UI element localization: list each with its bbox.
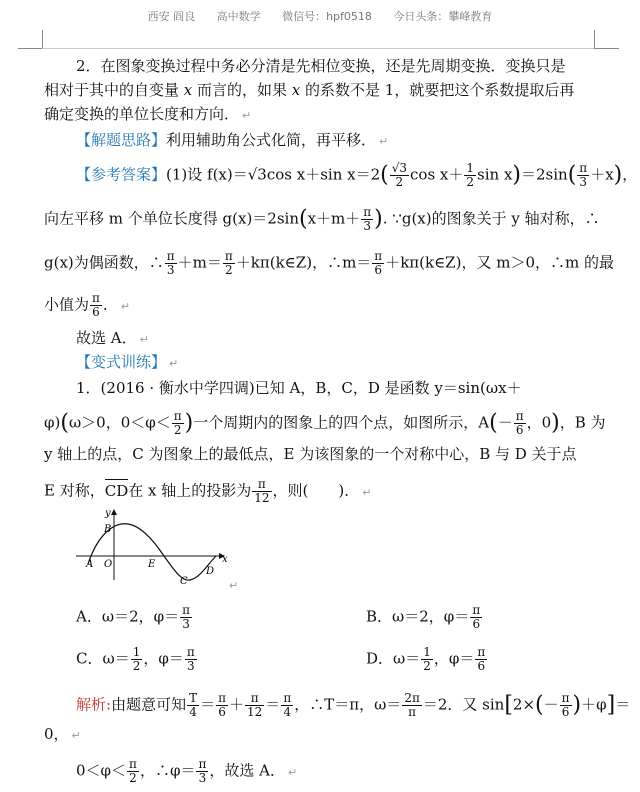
header-toutiao: 今日头条：攀峰教育 xyxy=(393,10,493,23)
margin-corner-right xyxy=(594,30,619,49)
solution-line2: 0， ↵ xyxy=(44,725,81,743)
approach-line: 【解题思路】利用辅助角公式化简，再平移． ↵ xyxy=(76,131,389,149)
para2-line2: 相对于其中的自变量 x 而言的，如果 x 的系数不是 1，就要把这个系数提取后再 xyxy=(44,81,575,99)
variant-q-line4: E 对称， CD在 x 轴上的投影为 $\frac{\pi}{12}$ ，则( )． ↵ xyxy=(44,477,372,505)
graph-label-e: E xyxy=(148,559,156,570)
solution-line1: 解析:由题意可知 $\frac{T}{4}$ ＝ $\frac{\pi}{6}$ ＋ $\frac{\pi}{12}$ ＝ $\frac{\pi}{4}$ ，∴T＝π，ω＝ $\frac{2\pi}{\pi}$ ＝2．又 sin[2×(－ $\frac{\pi}{6}$ )＋φ]＝ xyxy=(76,691,631,719)
option-b[interactable]: B．ω＝2，φ＝ $\frac{\pi}{6}$ xyxy=(366,603,481,631)
answer-line1: 【参考答案】(1)设 f(x)＝√3cos x＋sin x＝2( $\frac{√3}{2}$ cos x＋ $\frac{1}{2}$ sin x)＝2sin( $\frac{\pi}{3}$ ＋x)， xyxy=(76,161,638,189)
answer-tag: 【参考答案】 xyxy=(76,165,167,184)
approach-tag: 【解题思路】 xyxy=(76,131,167,149)
graph-label-d: D xyxy=(206,566,215,577)
margin-corner-left xyxy=(18,30,43,49)
variant-q-line2: φ)(ω＞0，0＜φ＜ $\frac{\pi}{2}$ )一个周期内的图象上的四个点，如图所示，A(－ $\frac{\pi}{6}$ ，0)，B 为 xyxy=(44,409,606,437)
solution-line3: 0＜φ＜ $\frac{\pi}{2}$ ，∴φ＝ $\frac{\pi}{3}$ ，故选 A． ↵ xyxy=(76,757,298,785)
header-author: 西安 阎良 xyxy=(147,10,196,23)
header-wechat: 微信号：hpf0518 xyxy=(282,10,372,23)
vector-cd: CD xyxy=(104,481,129,500)
page-header xyxy=(0,8,640,24)
solution-tag: 解析: xyxy=(76,695,112,714)
graph-label-o: O xyxy=(104,559,113,570)
answer-line4: 小值为 $\frac{\pi}{6}$ ． ↵ xyxy=(44,291,131,319)
option-a[interactable]: A．ω＝2，φ＝ $\frac{\pi}{3}$ xyxy=(76,603,191,631)
graph-return-mark: ↵ xyxy=(229,579,239,592)
option-c[interactable]: C．ω＝ $\frac{1}{2}$ ，φ＝ $\frac{\pi}{3}$ xyxy=(76,645,195,673)
graph-label-x: x xyxy=(222,554,228,565)
answer-line3: g(x)为偶函数，∴ $\frac{\pi}{3}$ ＋m＝ $\frac{\pi}{2}$ ＋kπ(k∈Z)，∴m＝ $\frac{\pi}{6}$ ＋kπ(k∈Z)，又 m＞0，∴m 的最 xyxy=(44,249,614,277)
variant-q-line1: 1．(2016 · 衡水中学四调)已知 A，B，C，D 是函数 y＝sin(ωx＋ xyxy=(76,379,522,397)
answer-line2: 向左平移 m 个单位长度得 g(x)＝2sin(x＋m＋ $\frac{\pi}{3}$ ). ∵g(x)的图象关于 y 轴对称，∴ xyxy=(44,205,600,233)
header-rule xyxy=(42,48,594,49)
sine-graph xyxy=(70,504,240,584)
graph-label-c: C xyxy=(180,576,188,584)
variant-tag: 【变式训练】 xyxy=(76,353,167,371)
option-d[interactable]: D．ω＝ $\frac{1}{2}$ ，φ＝ $\frac{\pi}{6}$ xyxy=(366,645,486,673)
header-subject: 高中数学 xyxy=(216,10,261,23)
graph-label-b: B xyxy=(104,524,112,535)
graph-label-y: y xyxy=(105,508,111,519)
variant-q-line3: y 轴上的点，C 为图象上的最低点，E 为该图象的一个对称中心，B 与 D 关于点 xyxy=(44,445,577,463)
variant-tag-line: 【变式训练】 ↵ xyxy=(76,353,179,371)
graph-label-a: A xyxy=(86,559,94,570)
answer-choice: 故选 A． ↵ xyxy=(76,329,149,347)
para2-line1: 2．在图象变换过程中务必分清是先相位变换，还是先周期变换．变换只是 xyxy=(76,57,566,75)
para2-line3: 确定变换的单位长度和方向． ↵ xyxy=(44,105,252,123)
